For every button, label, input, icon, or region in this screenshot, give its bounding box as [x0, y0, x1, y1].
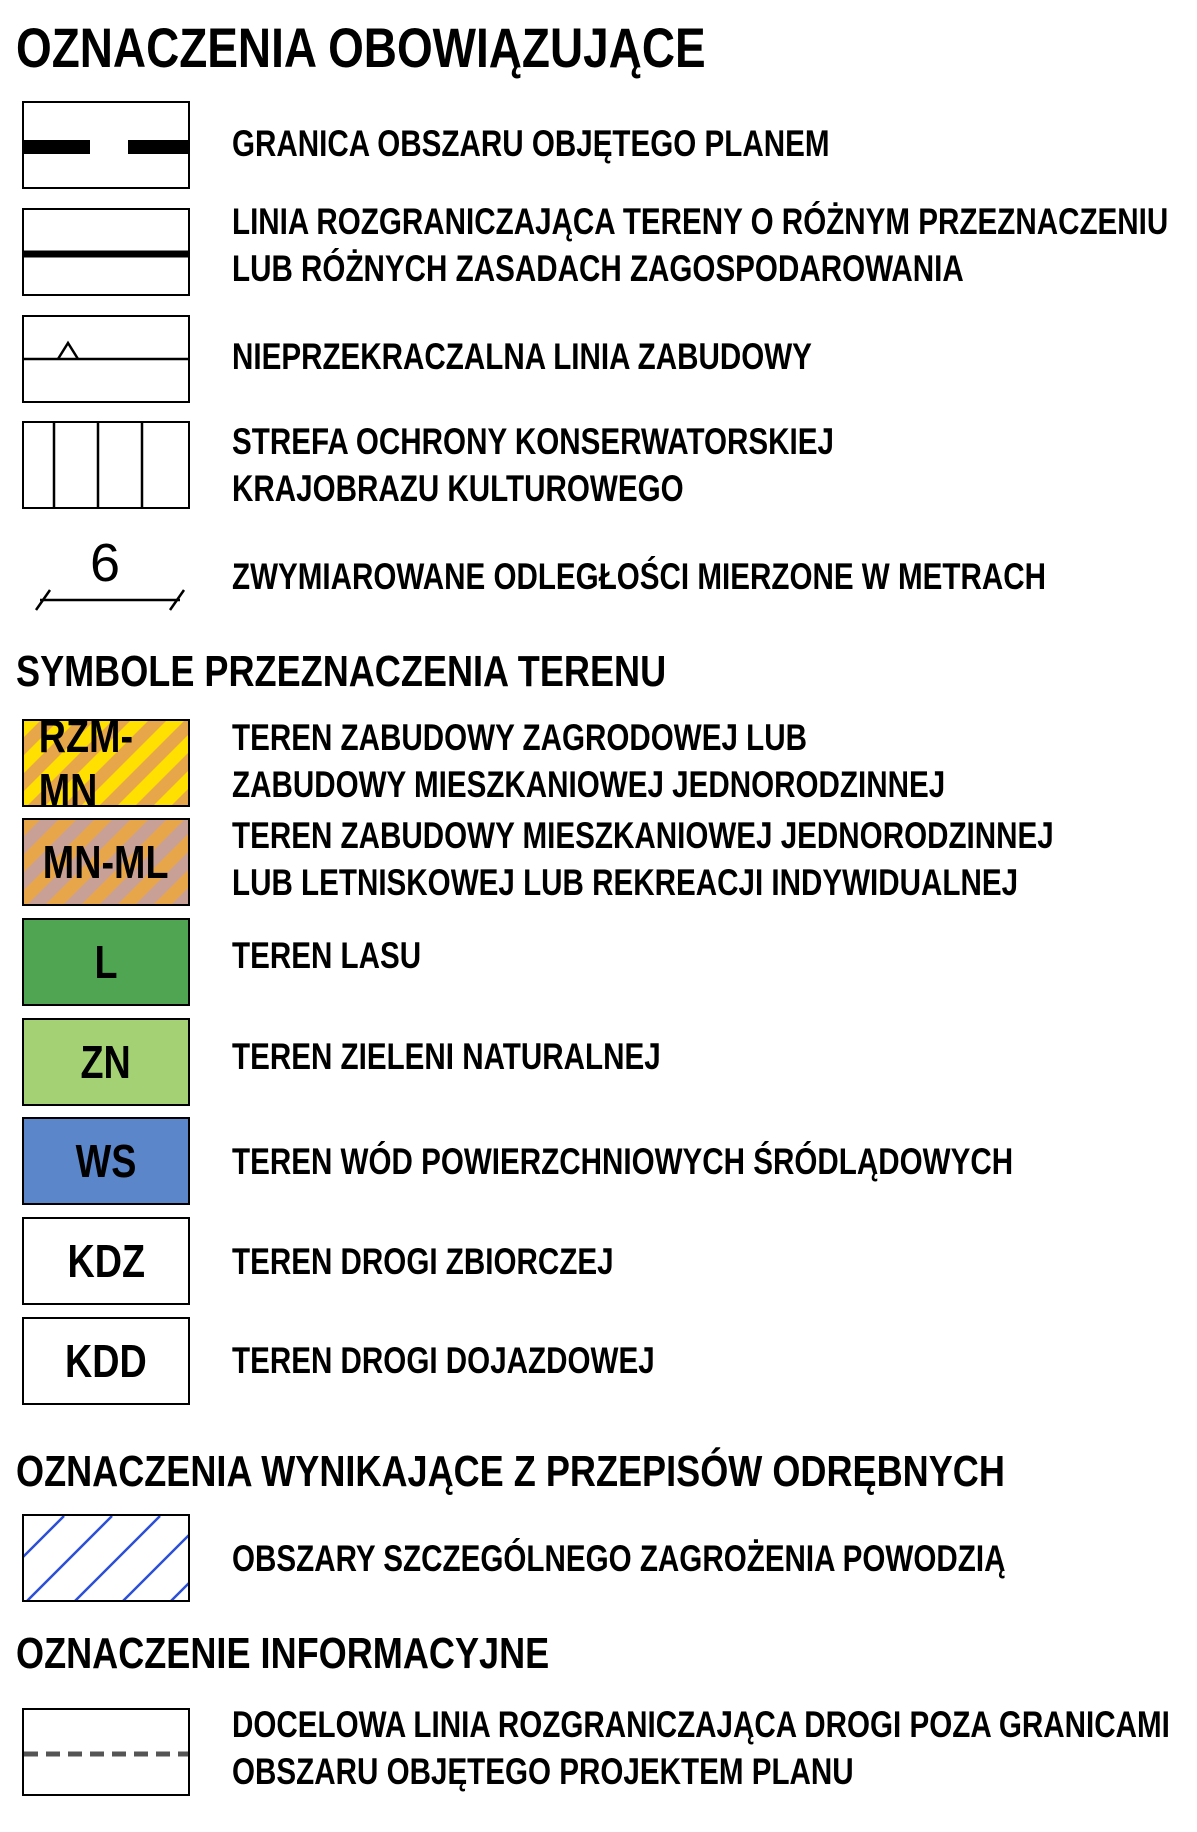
conservation-zone-symbol: [22, 421, 190, 509]
land-use-swatch-kdd: [22, 1317, 190, 1405]
building-line-symbol: [22, 315, 190, 403]
land-use-code: WS: [75, 1135, 137, 1187]
demarcation-line-symbol: [22, 208, 190, 296]
land-use-label: TEREN DROGI ZBIORCZEJ: [232, 1241, 614, 1282]
flood-risk-label: OBSZARY SZCZEGÓLNEGO ZAGROŻENIA POWODZIĄ: [232, 1538, 1006, 1579]
land-use-label: TEREN ZABUDOWY MIESZKANIOWEJ JEDNORODZINNEJ LUB LETNISKOWEJ LUB REKREACJI INDYWIDUALNEJ: [232, 815, 1054, 903]
land-use-label: TEREN DROGI DOJAZDOWEJ: [232, 1340, 655, 1381]
target-road-line-symbol: [22, 1708, 190, 1796]
land-use-code: KDD: [65, 1335, 147, 1387]
land-use-label: TEREN LASU: [232, 935, 422, 976]
heading-separate: OZNACZENIA WYNIKAJĄCE Z PRZEPISÓW ODRĘBNYCH: [16, 1447, 1005, 1496]
land-use-label: TEREN WÓD POWIERZCHNIOWYCH ŚRÓDLĄDOWYCH: [232, 1141, 1014, 1182]
land-use-swatch-zn: [22, 1018, 190, 1106]
building-line-label: NIEPRZEKRACZALNA LINIA ZABUDOWY: [232, 336, 812, 377]
dimension-value: 6: [90, 533, 121, 593]
land-use-swatch-kdz: [22, 1217, 190, 1305]
flood-risk-hatch-symbol: [22, 1514, 190, 1602]
dimension-symbol: [30, 530, 190, 620]
heading-info: OZNACZENIE INFORMACYJNE: [16, 1629, 550, 1678]
land-use-swatch-rzm-mn: [22, 719, 190, 807]
land-use-swatch-ws: [22, 1117, 190, 1205]
land-use-code: MN-ML: [43, 836, 169, 888]
land-use-label: TEREN ZABUDOWY ZAGRODOWEJ LUB ZABUDOWY MIESZKANIOWEJ JEDNORODZINNEJ: [232, 717, 946, 805]
land-use-code: KDZ: [67, 1235, 145, 1287]
land-use-code: RZM-MN: [38, 719, 134, 807]
heading-main: OZNACZENIA OBOWIĄZUJĄCE: [16, 16, 706, 79]
land-use-code: ZN: [80, 1036, 132, 1088]
dimension-label: ZWYMIAROWANE ODLEGŁOŚCI MIERZONE W METRACH: [232, 556, 1046, 597]
land-use-swatch-mn-ml: [22, 818, 190, 906]
plan-boundary-symbol: [22, 101, 190, 189]
plan-boundary-label: GRANICA OBSZARU OBJĘTEGO PLANEM: [232, 123, 830, 164]
conservation-zone-label: STREFA OCHRONY KONSERWATORSKIEJ KRAJOBRAZU KULTUROWEGO: [232, 421, 834, 509]
demarcation-line-label: LINIA ROZGRANICZAJĄCA TERENY O RÓŻNYM PRZEZNACZENIU LUB RÓŻNYCH ZASADACH ZAGOSPODAROWANIA: [232, 201, 1169, 289]
target-road-line-label: DOCELOWA LINIA ROZGRANICZAJĄCA DROGI POZA GRANICAMI OBSZARU OBJĘTEGO PROJEKTEM PLANU: [232, 1704, 1170, 1792]
land-use-code: L: [94, 936, 118, 988]
land-use-swatch-l: [22, 918, 190, 1006]
land-use-label: TEREN ZIELENI NATURALNEJ: [232, 1036, 661, 1077]
heading-symbols: SYMBOLE PRZEZNACZENIA TERENU: [16, 647, 667, 696]
